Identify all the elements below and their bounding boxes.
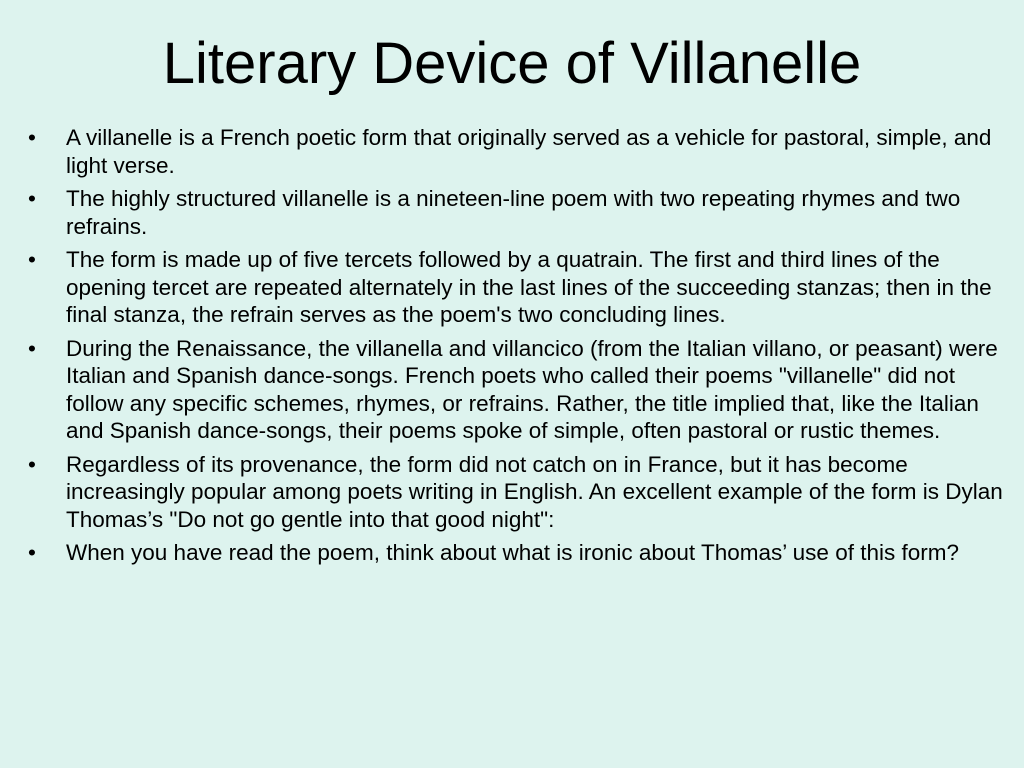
bullet-text: The form is made up of five tercets followed by a quatrain. The first and third lines of the opening tercet are repeated alternately in the last lines of the succeeding stanzas; then in the final stanza, the refrain serves as the poem's two concluding lines. (66, 247, 992, 327)
bullet-icon: • (28, 335, 36, 361)
bullet-icon: • (28, 186, 36, 211)
bullet-text: During the Renaissance, the villanella and villancico (from the Italian villano, or peasant) were Italian and Spanish dance-songs. French poets who called their poems "villanelle" did not follow any specific schemes, rhymes, or refrains. Rather, the title implied that, like the Italian and Spanish dance-songs, their poems spoke of simple, often pastoral or rustic themes. (66, 335, 998, 443)
slide-title: Literary Device of Villanelle (162, 31, 862, 96)
bullet-text: A villanelle is a French poetic form that originally served as a vehicle for pastoral, simple, and light verse. (66, 125, 992, 178)
bullet-icon: • (28, 247, 36, 272)
bullet-icon: • (28, 125, 36, 150)
bullet-item (28, 124, 1003, 179)
bullet-icon: • (28, 451, 36, 477)
bullet-item (28, 246, 1003, 329)
bullet-text: When you have read the poem, think about what is ironic about Thomas’ use of this form? (66, 540, 959, 565)
bullet-item (28, 451, 1003, 534)
bullet-text: The highly structured villanelle is a nineteen-line poem with two repeating rhymes and two refrains. (66, 186, 961, 239)
bullet-item (28, 185, 1003, 240)
bullet-list (28, 124, 1003, 573)
bullet-item (28, 335, 1003, 445)
bullet-icon: • (28, 540, 36, 565)
bullet-item (28, 539, 1003, 567)
bullet-text: Regardless of its provenance, the form did not catch on in France, but it has become increasingly popular among poets writing in English. An excellent example of the form is Dylan Thomas’s "Do not go gentle into that good night": (66, 451, 1003, 532)
